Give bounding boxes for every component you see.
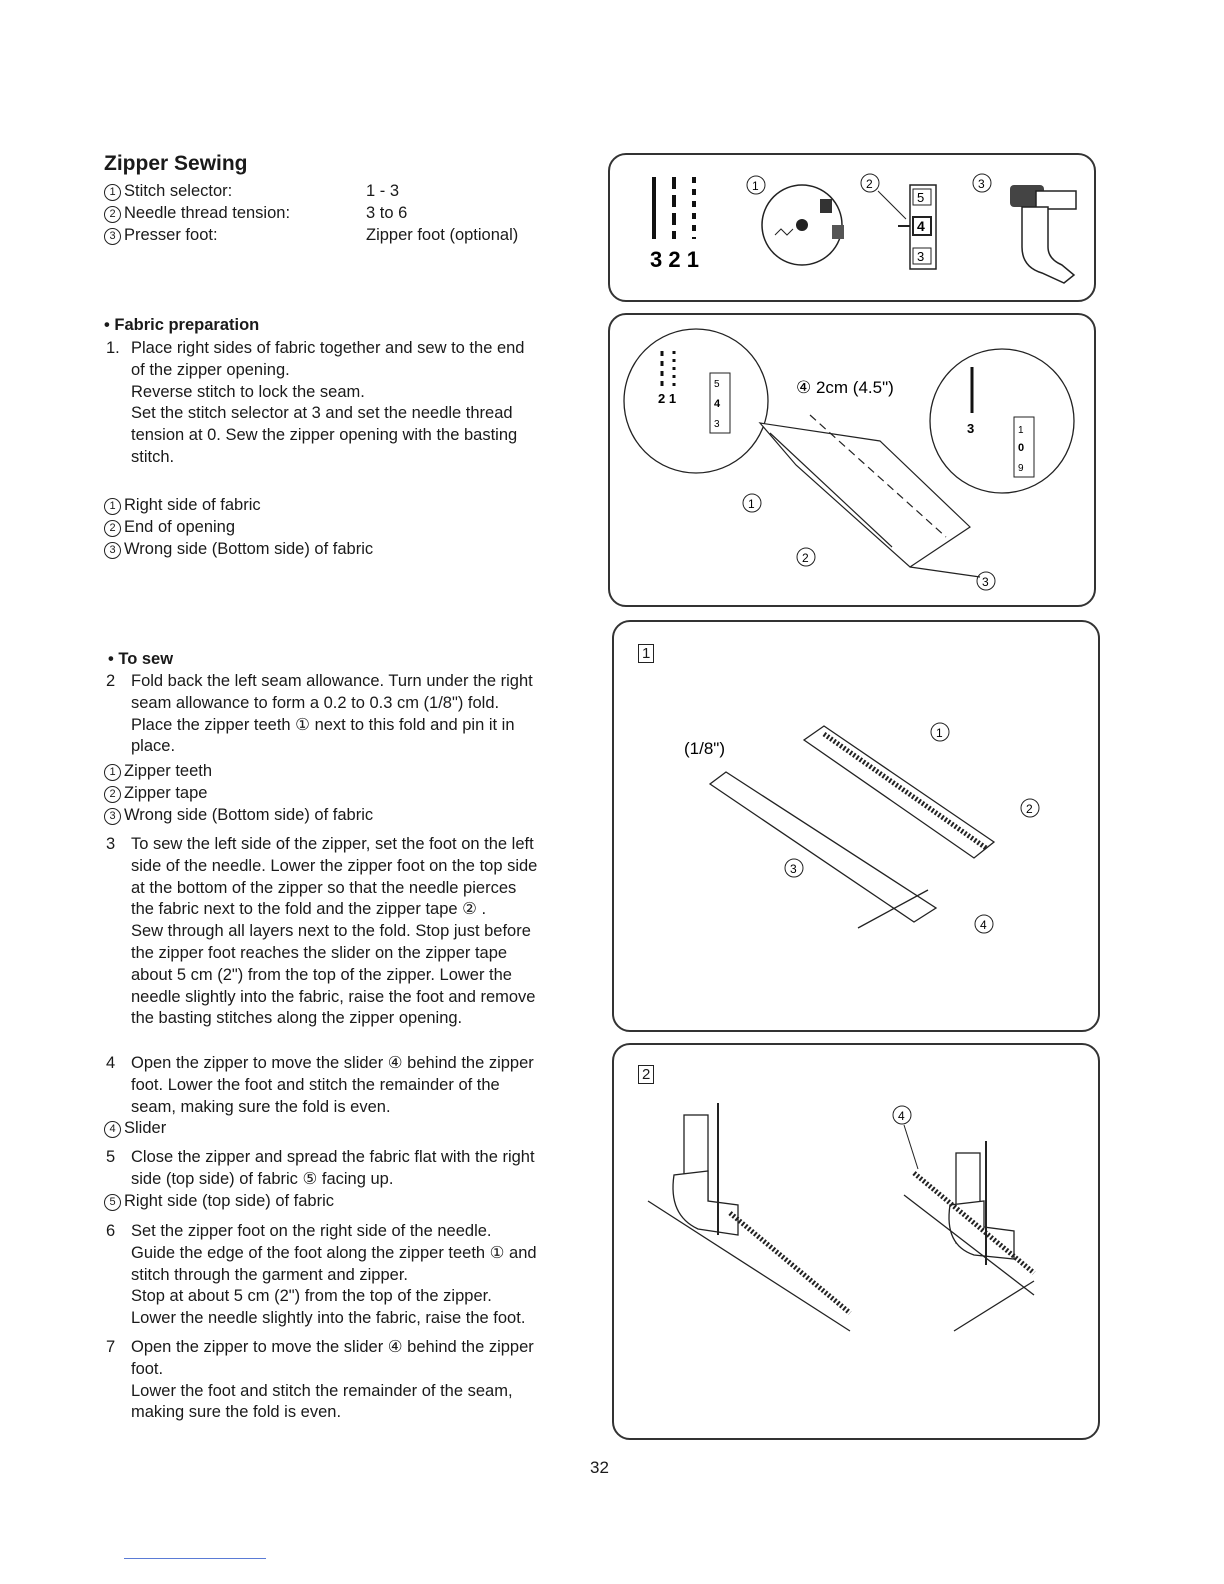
fig3-label-2 [1021, 799, 1039, 817]
tension-dial-icon [898, 185, 936, 269]
svg-text:1: 1 [1018, 425, 1024, 436]
svg-text:4: 4 [917, 218, 925, 234]
settings-illustration [610, 155, 1094, 300]
zipper-placement-illustration [614, 622, 1098, 1030]
setting-stitch-selector: 1 Stitch selector: 1 - 3 [104, 180, 584, 202]
page-number: 32 [590, 1458, 609, 1477]
label-1 [747, 176, 765, 194]
setting-needle-tension: 2 Needle thread tension: 3 to 6 [104, 202, 584, 224]
right-side-legend: 5 Right side (top side) of fabric [104, 1190, 334, 1212]
svg-text:5: 5 [714, 379, 720, 390]
to-sew-heading: • To sew [108, 650, 174, 668]
single-stitch-number: 3 [967, 421, 975, 436]
label-3 [973, 174, 991, 192]
zipper-foot-icon [1010, 185, 1076, 283]
fig4-label-4 [893, 1106, 911, 1124]
fold-label: (1/8") [684, 739, 725, 758]
footer-rule [124, 1558, 266, 1559]
fig3-label-3 [785, 859, 803, 877]
to-sew-legend: 1 Zipper teeth 2 Zipper tape 3 Wrong side (Bottom side) of fabric [104, 760, 373, 826]
step-6: 6 Set the zipper foot on the right side of the needle. Guide the edge of the foot along the zipper teeth ① and stitch through the garment and zipper. Stop at about 5 cm (2") from the top of the zipper. Lower the needle slightly into the fabric, raise the foot. [106, 1222, 537, 1328]
svg-text:3: 3 [978, 177, 985, 191]
step-4: 4 Open the zipper to move the slider ④ behind the zipper foot. Lower the foot and stitch the remainder of the seam, making sure the fold is even. [106, 1054, 534, 1116]
svg-text:1: 1 [936, 726, 943, 740]
svg-text:3: 3 [714, 419, 720, 430]
svg-text:9: 9 [1018, 463, 1024, 474]
presser-foot-left [673, 1103, 738, 1235]
stitch-dial-icon [762, 185, 844, 265]
fig2-label-2 [797, 548, 815, 566]
step-7: 7 Open the zipper to move the slider ④ behind the zipper foot. Lower the foot and stitch the remainder of the seam, making sure the fold is even. [106, 1338, 534, 1422]
label-2 [861, 174, 879, 192]
fabric-left [648, 1201, 850, 1331]
step-5: 5 Close the zipper and spread the fabric flat with the right side (top side) of fabric ⑤ facing up. [106, 1148, 535, 1188]
zoom-circle-left [624, 329, 768, 473]
zoom-circle-right [930, 349, 1074, 493]
step-1: 1. Place right sides of fabric together and sew to the end of the zipper opening. Reverse stitch to lock the seam. Set the stitch selector at 3 and set the needle thread tension at 0. Sew the zipper opening with the basting stitch. [106, 339, 525, 466]
svg-text:2: 2 [802, 551, 809, 565]
page-title: Zipper Sewing [104, 152, 248, 175]
stitch-numbers-small: 2 1 [658, 391, 677, 406]
stitch-numbers: 3 2 1 [650, 247, 699, 272]
fabric-prep-heading: • Fabric preparation [104, 316, 260, 334]
svg-text:0: 0 [1018, 442, 1025, 454]
svg-text:3: 3 [982, 575, 989, 589]
panel-label-2: 2 [638, 1065, 654, 1084]
svg-text:1: 1 [748, 497, 755, 511]
figure-fabric-prep [608, 313, 1096, 607]
fabric-prep-illustration [610, 315, 1094, 605]
fabric-layers [760, 415, 980, 577]
svg-text:5: 5 [917, 190, 925, 205]
panel-label-1: 1 [638, 644, 654, 663]
svg-text:2: 2 [1026, 802, 1033, 816]
figure-settings [608, 153, 1096, 302]
slider-legend: 4 Slider [104, 1117, 166, 1139]
step-2: 2 Fold back the left seam allowance. Turn under the right seam allowance to form a 0.2 to 0.3 cm (1/8") fold. Place the zipper teeth ① next to this fold and pin it in place. [106, 672, 533, 756]
svg-text:4: 4 [714, 398, 721, 410]
fig3-label-4 [975, 915, 993, 933]
svg-text:4: 4 [898, 1109, 905, 1123]
fabric-prep-legend: 1 Right side of fabric 2 End of opening 3 Wrong side (Bottom side) of fabric [104, 494, 373, 560]
setting-presser-foot: 3 Presser foot: Zipper foot (optional) [104, 224, 584, 246]
figure-step-1 [612, 620, 1100, 1032]
fig2-label-1 [743, 494, 761, 512]
fig2-label-3 [977, 572, 995, 590]
measure-label: ④ 2cm (4.5") [796, 378, 894, 397]
svg-text:2: 2 [866, 177, 873, 191]
figure-step-2 [612, 1043, 1100, 1440]
fig3-label-1 [931, 723, 949, 741]
svg-text:1: 1 [752, 179, 759, 193]
sewing-zipper-illustration [614, 1045, 1098, 1438]
svg-text:3: 3 [790, 862, 797, 876]
svg-text:3: 3 [917, 249, 925, 264]
svg-text:4: 4 [980, 918, 987, 932]
step-3: 3 To sew the left side of the zipper, set the foot on the left side of the needle. Lower the zipper foot on the top side at the bottom of the zipper so that the needle pierces the fabric next to the fold and the zipper tape ② . Sew through all layers next to the fold. Stop just before the zipper foot reaches the slider on the zipper tape about 5 cm (2") from the top of the zipper. Lower the needle slightly into the fabric, raise the foot and remove the basting stitches along the zipper opening. [106, 835, 538, 1028]
